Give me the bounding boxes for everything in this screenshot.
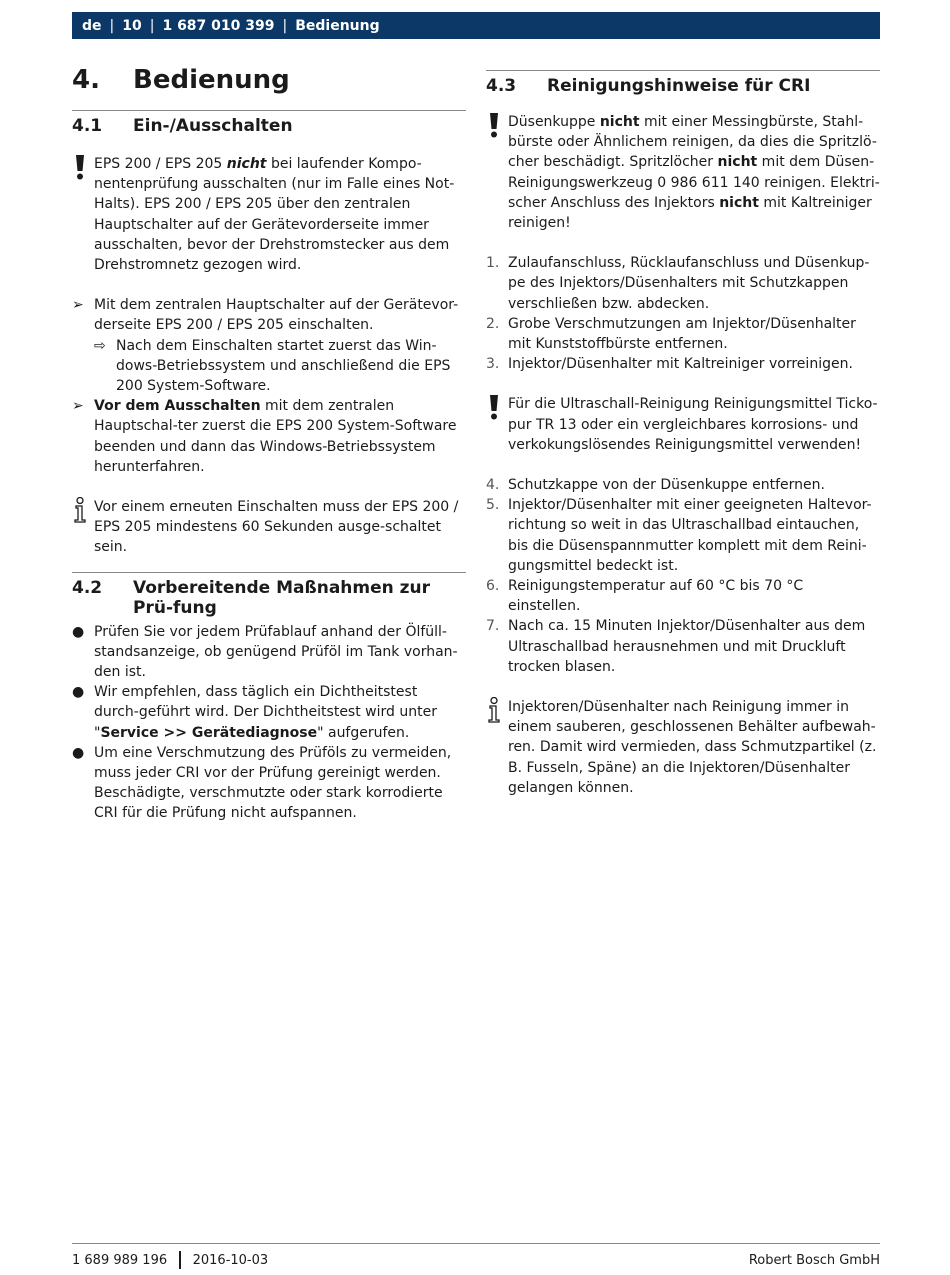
footer-doc-number: 1 689 989 196 [72,1252,168,1268]
note-text: Injektoren/Düsenhalter nach Reinigung immer in einem sauberen, geschlossenen Behälter aufbewah-ren. Damit wird vermieden, dass Schmutzpartikel (z. B. Fusseln, Späne) an die Injektoren/Düsenhalter gelangen können. [508,699,877,796]
note-text: Vor einem erneuten Einschalten muss der EPS 200 / EPS 205 mindestens 60 Sekunden ausge-schaltet sein. [94,499,459,556]
numbered-step [486,576,880,616]
exclamation-icon [488,112,500,138]
section-heading-4-1 [72,116,466,136]
warning-text: EPS 200 / EPS 205 nicht bei laufender Kompo-nentenprüfung ausschalten (nur im Falle eines Not-Halts). EPS 200 / EPS 205 über den zentralen Hauptschalter auf der Gerätevorderseite immer ausschalten, bevor der Drehstromstecker aus dem Drehstromnetz gezogen wird. [94,156,455,274]
chapter-title: Bedienung [133,65,290,95]
header-doc-number: 1 687 010 399 [162,17,275,34]
numbered-step [486,616,880,677]
numbered-list [486,475,880,677]
section-number: 4.2 [72,577,103,598]
section-divider [72,110,466,111]
footer-separator [179,1251,181,1269]
list-item: ● Um eine Verschmutzung des Prüföls zu vermeiden, muss jeder CRI vor der Prüfung gereinigt werden. Beschädigte, verschmutzte oder stark korrodierte CRI für die Prüfung nicht aufspannen. [72,744,452,822]
bullet-icon: ● [72,744,85,761]
action-step-text: Vor dem Ausschalten mit dem zentralen Hauptschal-ter zuerst die EPS 200 System-Software beenden und dann das Windows-Betriebssystem herunterfahren. [94,398,457,475]
page-header: de | 10 | 1 687 010 399 | Bedienung [72,12,880,39]
numbered-step [486,314,880,354]
info-icon [72,497,88,523]
step-number: 5. [486,497,500,514]
section-heading-4-2 [72,578,466,618]
step-number: 2. [486,315,500,332]
section-number: 4.3 [486,76,517,96]
warning-block [72,154,466,275]
action-result-text: Nach dem Einschalten startet zuerst das Win-dows-Betriebssystem und anschließend die EPS 200 System-Software. [116,337,451,395]
action-step-text: Mit dem zentralen Hauptschalter auf der Gerätevor-derseite EPS 200 / EPS 205 einschalten. [94,297,459,334]
footer-divider [72,1243,880,1244]
arrow-right-icon: ➢ [72,297,84,314]
header-lang: de [82,17,102,34]
note-block [72,497,466,558]
step-number: 1. [486,255,500,272]
step-text: Injektor/Düsenhalter mit Kaltreiniger vorreinigen. [508,356,853,373]
right-column [486,70,880,798]
step-text: Reinigungstemperatur auf 60 °C bis 70 °C einstellen. [508,578,804,615]
footer-company: Robert Bosch GmbH [748,1252,880,1268]
numbered-step [486,475,880,495]
arrow-right-icon: ➢ [72,398,84,415]
action-step [72,396,466,477]
step-text: Zulaufanschluss, Rücklaufanschluss und Düsenkup-pe des Injektors/Düsenhalters mit Schutzkappen verschließen bzw. abdecken. [508,255,870,312]
section-title: Reinigungshinweise für CRI [547,76,811,96]
footer-date: 2016-10-03 [192,1252,269,1268]
section-title: Vorbereitende Maßnahmen zur Prü-fung [133,577,431,618]
exclamation-icon [74,154,86,180]
section-divider [486,70,880,71]
numbered-step [486,495,880,576]
step-text: Nach ca. 15 Minuten Injektor/Düsenhalter aus dem Ultraschallbad herausnehmen und mit Druckluft trocken blasen. [508,618,866,675]
step-text: Grobe Verschmutzungen am Injektor/Düsenhalter mit Kunststoffbürste entfernen. [508,315,856,353]
exclamation-icon [488,394,500,420]
step-number: 4. [486,477,500,494]
warning-block [486,112,880,233]
action-step [72,295,466,335]
header-page-number: 10 [122,17,142,34]
step-number: 3. [486,356,500,373]
bullet-icon: ● [72,684,85,701]
page-footer [72,1251,880,1269]
header-section: Bedienung [295,17,380,34]
chapter-heading [72,62,466,98]
warning-block [486,394,880,455]
action-result [72,336,466,397]
info-icon [486,697,502,723]
chapter-number: 4. [72,65,100,95]
list-item: ● Prüfen Sie vor jedem Prüfablauf anhand der Ölfüll-standsanzeige, ob genügend Prüföl im Tank vorhan-den ist. [72,623,458,681]
warning-text: Für die Ultraschall-Reinigung Reinigungsmittel Ticko-pur TR 13 oder ein vergleichbares korrosions- und verkokungslösendes Reinigungsmittel verwenden! [508,396,878,453]
section-divider [72,572,466,573]
step-text: Schutzkappe von der Düsenkuppe entfernen. [508,477,825,494]
step-text: Injektor/Düsenhalter mit einer geeigneten Haltevor-richtung so weit in das Ultraschallbad eintauchen, bis die Düsenspannmutter komplett mit dem Reini-gungsmittel bedeckt ist. [508,497,872,574]
numbered-step [486,354,880,374]
left-column [72,62,466,824]
warning-text: Düsenkuppe nicht mit einer Messingbürste, Stahl-bürste oder Ähnlichem reinigen, da dies die Spritzlö-cher beschädigt. Spritzlöcher nicht mit dem Düsen-Reinigungswerkzeug 0 986 611 140 reinigen. Elektri-scher Anschluss des Injektors nicht mit Kaltreiniger reinigen! [508,114,880,232]
step-number: 7. [486,618,500,635]
bullet-icon: ● [72,623,85,640]
numbered-step [486,253,880,314]
outline-arrow-icon: ⇨ [94,337,106,354]
numbered-list [486,253,880,374]
step-number: 6. [486,578,500,595]
section-number: 4.1 [72,116,103,136]
section-heading-4-3 [486,76,880,96]
note-block [486,697,880,798]
section-title: Ein-/Ausschalten [133,116,293,136]
list-item: ● Wir empfehlen, dass täglich ein Dichtheitstest durch-geführt wird. Der Dichtheitstest wird unter "Service >> Gerätediagnose" aufgerufen. [72,684,437,741]
